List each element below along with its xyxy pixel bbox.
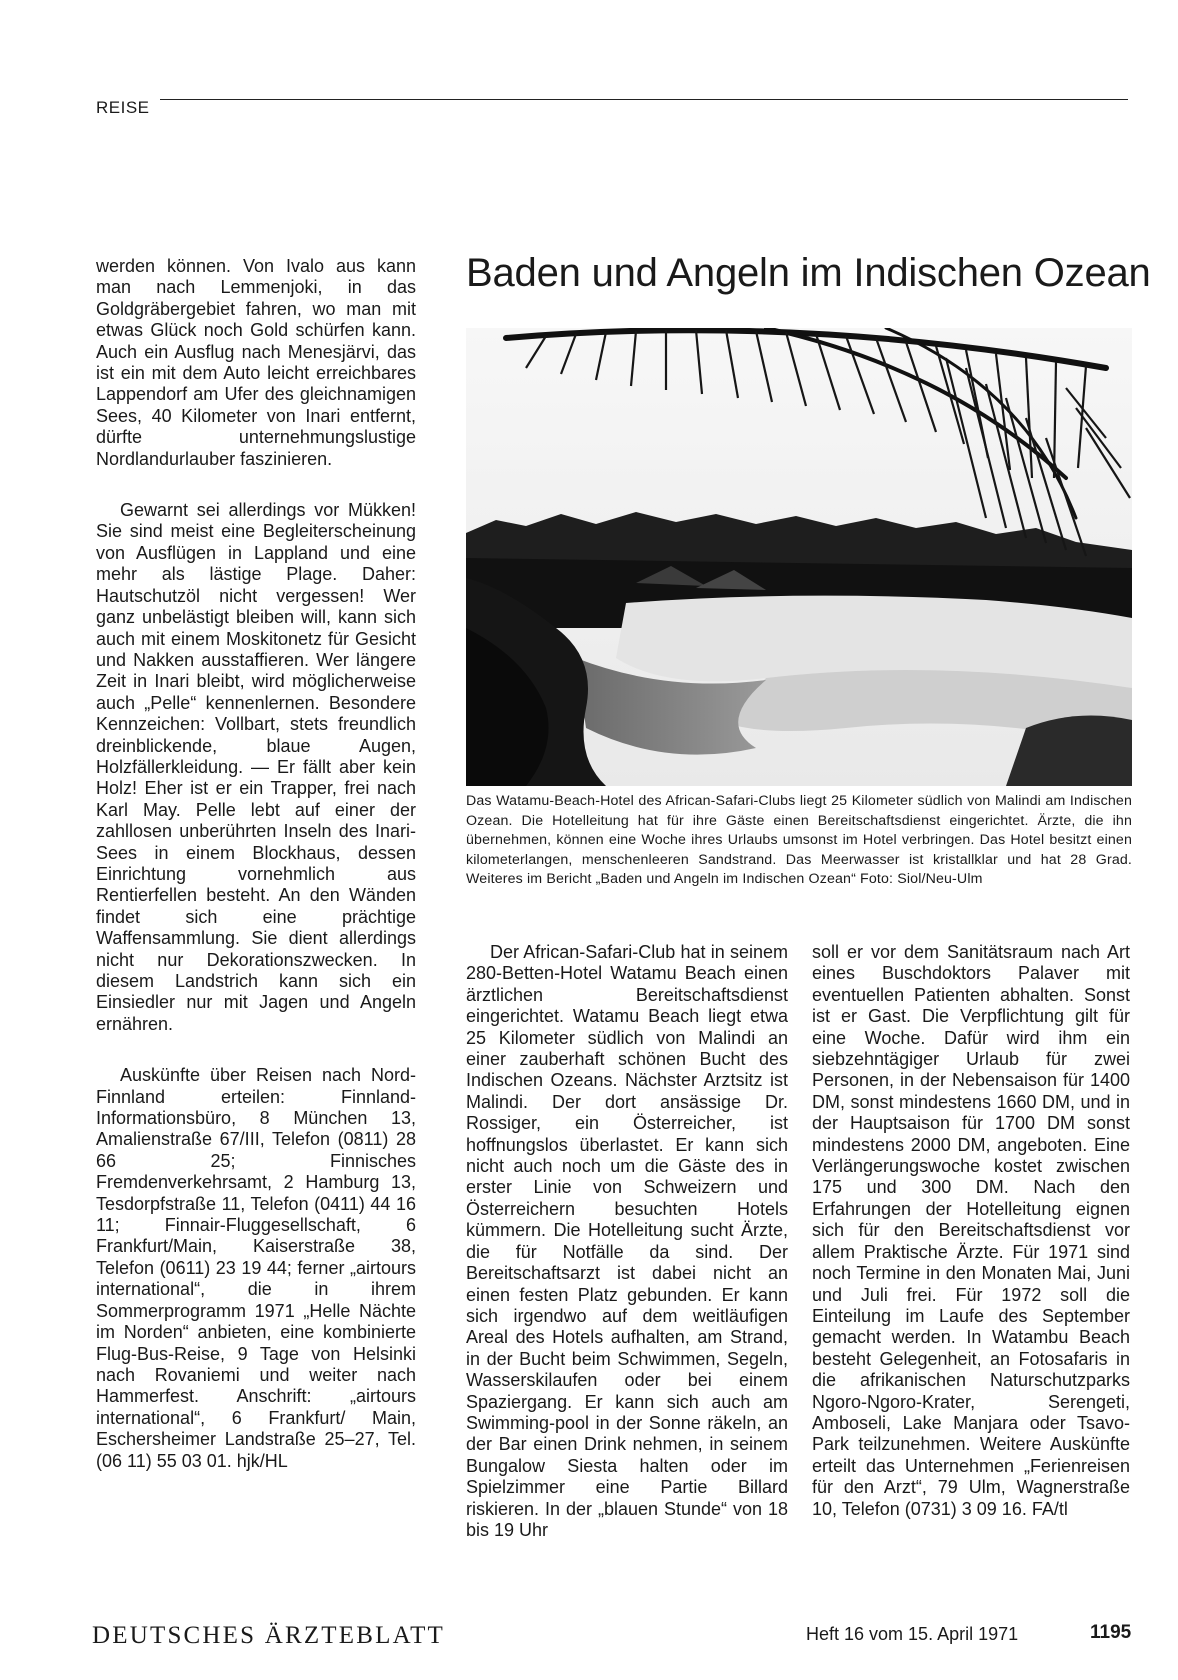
- left-column: [96, 256, 416, 1472]
- palm-beach-illustration: [466, 328, 1132, 786]
- section-label: REISE: [96, 98, 150, 117]
- article-headline: Baden und Angeln im Indischen Ozean: [466, 251, 1151, 295]
- beach-photo: [466, 328, 1132, 786]
- left-paragraph-2: Gewarnt sei allerdings vor Mükken! Sie sind meist eine Begleiterscheinung von Ausflügen in Lappland und eine mehr als lästige Plage. Daher: Hautschutzöl nicht vergessen! Wer ganz unbelästigt bleiben will, kann sich auch mit einem Moskitonetz für Gesicht und Nakken ausstaffieren. Wer längere Zeit in Inari bleibt, wird möglicherweise auch „Pelle“ kennenlernen. Besondere Kennzeichen: Vollbart, stets freundlich dreinblickende, blaue Augen, Holzfällerkleidung. — Er fällt aber kein Holz! Eher ist er ein Trapper, frei nach Karl May. Pelle lebt auf einer der zahllosen unberührten Inseln des Inari-Sees in einem Blockhaus, dessen Einrichtung vornehmlich aus Rentierfellen besteht. An den Wänden findet sich eine prächtige Waffensammlung. Sie dient allerdings nicht nur Dekorationszwecken. In diesem Landstrich kann sich ein Einsiedler nur mit Jagen und Angeln ernähren.: [96, 500, 416, 1034]
- left-paragraph-1: werden können. Von Ivalo aus kann man nach Lemmenjoki, in das Goldgräbergebiet fahren, wo man mit etwas Glück noch Gold schürfen kann. Auch ein Ausflug nach Menesjärvi, das ist ein mit dem Auto leicht erreichbares Lappendorf am Ufer des gleichnamigen Sees, 40 Kilometer von Inari entfernt, dürfte unternehmungslustige Nordlandurlauber faszinieren.: [96, 256, 416, 469]
- issue-info: Heft 16 vom 15. April 1971: [806, 1624, 1019, 1644]
- article-column-1: [466, 942, 788, 1541]
- photo-caption: Das Watamu-Beach-Hotel des African-Safari-Clubs liegt 25 Kilometer südlich von Malindi am Indischen Ozean. Die Hotelleitung hat für ihre Gäste einen Bereitschaftsdienst eingerichtet. Ärzte, die ihn übernehmen, können eine Woche ihres Urlaubs umsonst im Hotel verbringen. Das Hotel besitzt einen kilometerlangen, menschenleeren Sandstrand. Das Meerwasser ist kristallklar und hat 28 Grad. Weiteres im Bericht „Baden und Angeln im Indischen Ozean“ Foto: Siol/Neu-Ulm: [466, 793, 1132, 888]
- article-column-2: [812, 942, 1130, 1520]
- journal-title: DEUTSCHES ÄRZTEBLATT: [92, 1622, 446, 1649]
- article-paragraph-2: soll er vor dem Sanitätsraum nach Art eines Buschdoktors Palaver mit eventuellen Patienten abhalten. Sonst ist er Gast. Die Verpflichtung gilt für eine Woche. Dafür wird ihm ein siebzehntägiger Urlaub für zwei Personen, in der Nebensaison für 1400 DM, sonst mindestens 1660 DM, und in der Hauptsaison für 1700 DM sonst mindestens 2000 DM, angeboten. Eine Verlängerungswoche kostet zwischen 175 und 300 DM. Nach den Erfahrungen der Hotelleitung eignen sich für den Bereitschaftsdienst vor allem Praktische Ärzte. Für 1971 sind noch Termine in den Monaten Mai, Juni und Juli frei. Für 1972 soll die Einteilung im Laufe des September gemacht werden. In Watambu Beach besteht Gelegenheit, an Fotosafaris in die afrikanischen Naturschutzparks Ngoro-Ngoro-Krater, Serengeti, Amboseli, Lake Manjara oder Tsavo-Park teilzunehmen. Weitere Auskünfte erteilt das Unternehmen „Ferienreisen für den Arzt“, 79 Ulm, Wagnerstraße 10, Telefon (0731) 3 09 16. FA/tl: [812, 942, 1130, 1519]
- header-rule: [160, 99, 1128, 100]
- page-number: 1195: [1090, 1622, 1132, 1643]
- article-paragraph-1: Der African-Safari-Club hat in seinem 280-Betten-Hotel Watamu Beach einen ärztlichen Bereitschaftsdienst eingerichtet. Watamu Beach liegt etwa 25 Kilometer südlich von Malindi an einer zauberhaft schönen Bucht des Indischen Ozeans. Nächster Arztsitz ist Malindi. Der dort ansässige Dr. Rossiger, ein Österreicher, ist hoffnungslos überlastet. Er kann sich nicht auch noch um die Gäste des in erster Linie von Schweizern und Österreichern besuchten Hotels kümmern. Die Hotelleitung sucht Ärzte, die für Notfälle da sind. Der Bereitschaftsarzt ist dabei nicht an einen festen Platz gebunden. Er kann sich irgendwo auf dem weitläufigen Areal des Hotels aufhalten, am Strand, in der Bucht beim Schwimmen, Segeln, Wasserskilaufen oder bei einem Spaziergang. Er kann sich auch am Swimming-pool in der Sonne räkeln, an der Bar einen Drink nehmen, in seinem Bungalow Siesta halten oder im Spielzimmer eine Partie Billard riskieren. In der „blauen Stunde“ von 18 bis 19 Uhr: [466, 942, 788, 1540]
- left-paragraph-3: Auskünfte über Reisen nach Nord-Finnland erteilen: Finnland-Informationsbüro, 8 München 13, Amalienstraße 67/III, Telefon (0811) 28 66 25; Finnisches Fremdenverkehrsamt, 2 Hamburg 13, Tesdorpfstraße 11, Telefon (0411) 44 16 11; Finnair-Fluggesellschaft, 6 Frankfurt/Main, Kaiserstraße 38, Telefon (0611) 23 19 44; ferner „airtours international“, die in ihrem Sommerprogramm 1971 „Helle Nächte im Norden“ anbieten, eine kombinierte Flug-Bus-Reise, 9 Tage von Helsinki nach Rovaniemi und weiter nach Hammerfest. Anschrift: „airtours international“, 6 Frankfurt/ Main, Eschersheimer Landstraße 25–27, Tel. (06 11) 55 03 01. hjk/HL: [96, 1065, 416, 1471]
